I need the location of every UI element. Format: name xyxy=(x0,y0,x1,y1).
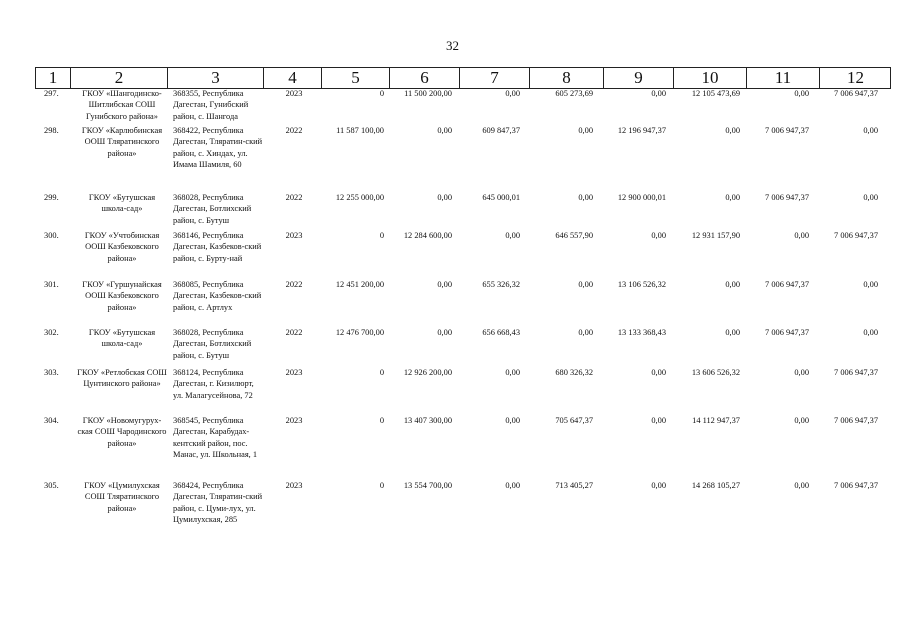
value-col-12: 7 006 947,37 xyxy=(834,368,878,377)
value-col-6: 12 284 600,00 xyxy=(403,231,452,240)
year: 2022 xyxy=(285,280,303,289)
value-col-9: 13 106 526,32 xyxy=(617,280,666,289)
year: 2022 xyxy=(285,193,303,202)
school-address: 368146, Республика Дагестан, Казбеков-ский район, с. Бурту-най xyxy=(173,231,262,263)
value-col-7: 0,00 xyxy=(505,416,520,425)
school-address: 368028, Республика Дагестан, Ботлихский район, с. Бутуш xyxy=(173,328,252,360)
value-col-11: 7 006 947,37 xyxy=(765,193,809,202)
school-address: 368085, Республика Дагестан, Казбеков-ский район, с. Артлух xyxy=(173,280,262,312)
column-header-11: 11 xyxy=(746,68,819,88)
row-number: 297. xyxy=(44,89,59,98)
value-col-12: 0,00 xyxy=(863,193,878,202)
value-col-8: 680 326,32 xyxy=(555,368,593,377)
value-col-9: 13 133 368,43 xyxy=(617,328,666,337)
value-col-12: 7 006 947,37 xyxy=(834,89,878,98)
row-number: 305. xyxy=(44,481,59,490)
value-col-12: 7 006 947,37 xyxy=(834,231,878,240)
column-header-9: 9 xyxy=(603,68,673,88)
value-col-11: 0,00 xyxy=(794,89,809,98)
value-col-9: 0,00 xyxy=(651,416,666,425)
value-col-5: 11 587 100,00 xyxy=(336,126,384,135)
value-col-8: 713 405,27 xyxy=(555,481,593,490)
year: 2023 xyxy=(285,481,303,490)
column-header-8: 8 xyxy=(529,68,603,88)
value-col-8: 0,00 xyxy=(578,193,593,202)
value-col-11: 7 006 947,37 xyxy=(765,328,809,337)
value-col-7: 656 668,43 xyxy=(482,328,520,337)
page-number: 32 xyxy=(446,38,459,53)
value-col-9: 12 196 947,37 xyxy=(617,126,666,135)
value-col-12: 0,00 xyxy=(863,328,878,337)
column-header-5: 5 xyxy=(321,68,389,88)
value-col-7: 655 326,32 xyxy=(482,280,520,289)
row-number: 301. xyxy=(44,280,59,289)
value-col-12: 7 006 947,37 xyxy=(834,481,878,490)
value-col-9: 0,00 xyxy=(651,89,666,98)
value-col-11: 0,00 xyxy=(794,368,809,377)
value-col-9: 0,00 xyxy=(651,368,666,377)
value-col-6: 0,00 xyxy=(437,193,452,202)
column-header-12: 12 xyxy=(819,68,891,88)
school-name: ГКОУ «Бутушская школа-сад» xyxy=(88,193,156,214)
value-col-8: 0,00 xyxy=(578,328,593,337)
value-col-10: 14 268 105,27 xyxy=(691,481,740,490)
school-address: 368124, Республика Дагестан, г. Кизилюрт, ул. Малагусейнова, 72 xyxy=(173,368,254,400)
value-col-7: 609 847,37 xyxy=(482,126,520,135)
value-col-6: 12 926 200,00 xyxy=(403,368,452,377)
row-number: 299. xyxy=(44,193,59,202)
value-col-6: 0,00 xyxy=(437,280,452,289)
value-col-6: 11 500 200,00 xyxy=(404,89,452,98)
value-col-5: 12 451 200,00 xyxy=(335,280,384,289)
value-col-8: 0,00 xyxy=(578,126,593,135)
school-address: 368422, Республика Дагестан, Тляратин-ский район, с. Хиндах, ул. Имама Шамиля, 60 xyxy=(173,126,263,169)
value-col-7: 0,00 xyxy=(505,481,520,490)
school-name: ГКОУ «Шангодинско-Шитлибская СОШ Гунибского района» xyxy=(82,89,162,121)
value-col-5: 0 xyxy=(379,481,384,490)
value-col-9: 0,00 xyxy=(651,481,666,490)
column-header-7: 7 xyxy=(459,68,529,88)
column-header-4: 4 xyxy=(263,68,321,88)
year: 2022 xyxy=(285,126,303,135)
school-address: 368424, Республика Дагестан, Тляратин-ский район, с. Цуми-лух, ул. Цумилухская, 285 xyxy=(173,481,263,524)
value-col-10: 0,00 xyxy=(725,126,740,135)
value-col-6: 0,00 xyxy=(437,328,452,337)
value-col-7: 0,00 xyxy=(505,368,520,377)
value-col-12: 0,00 xyxy=(863,280,878,289)
value-col-7: 645 000,01 xyxy=(482,193,520,202)
school-name: ГКОУ «Ретлобская СОШ Цунтинского района» xyxy=(77,368,167,389)
school-name: ГКОУ «Цумилухская СОШ Тляратинского района» xyxy=(84,481,160,513)
year: 2023 xyxy=(285,416,303,425)
value-col-9: 0,00 xyxy=(651,231,666,240)
row-number: 304. xyxy=(44,416,59,425)
value-col-10: 14 112 947,37 xyxy=(692,416,740,425)
school-name: ГКОУ «Карлюбинская ООШ Тляратинского района» xyxy=(81,126,163,158)
value-col-5: 12 255 000,00 xyxy=(335,193,384,202)
value-col-10: 12 931 157,90 xyxy=(691,231,740,240)
school-address: 368355, Республика Дагестан, Гунибский район, с. Шангода xyxy=(173,89,249,121)
year: 2022 xyxy=(285,328,303,337)
column-header-2: 2 xyxy=(70,68,167,88)
value-col-11: 0,00 xyxy=(794,231,809,240)
row-number: 303. xyxy=(44,368,59,377)
value-col-10: 0,00 xyxy=(725,193,740,202)
value-col-8: 605 273,69 xyxy=(555,89,593,98)
value-col-7: 0,00 xyxy=(505,89,520,98)
value-col-5: 0 xyxy=(379,416,384,425)
school-name: ГКОУ «Бутушская школа-сад» xyxy=(88,328,156,349)
row-number: 300. xyxy=(44,231,59,240)
year: 2023 xyxy=(285,231,303,240)
value-col-11: 7 006 947,37 xyxy=(765,126,809,135)
value-col-12: 0,00 xyxy=(863,126,878,135)
school-address: 368545, Республика Дагестан, Карабудах-кентский район, пос. Манас, ул. Школьная, 1 xyxy=(173,416,258,459)
value-col-10: 0,00 xyxy=(725,328,740,337)
value-col-6: 13 407 300,00 xyxy=(403,416,452,425)
school-address: 368028, Республика Дагестан, Ботлихский район, с. Бутуш xyxy=(173,193,252,225)
value-col-11: 7 006 947,37 xyxy=(765,280,809,289)
school-name: ГКОУ «Гуршунайская ООШ Казбековского района» xyxy=(82,280,162,312)
row-number: 302. xyxy=(44,328,59,337)
value-col-5: 12 476 700,00 xyxy=(335,328,384,337)
value-col-11: 0,00 xyxy=(794,416,809,425)
year: 2023 xyxy=(285,368,303,377)
value-col-5: 0 xyxy=(379,231,384,240)
value-col-8: 705 647,37 xyxy=(555,416,593,425)
column-header-6: 6 xyxy=(389,68,459,88)
value-col-10: 13 606 526,32 xyxy=(691,368,740,377)
value-col-5: 0 xyxy=(379,89,384,98)
value-col-11: 0,00 xyxy=(794,481,809,490)
value-col-6: 0,00 xyxy=(437,126,452,135)
value-col-9: 12 900 000,01 xyxy=(617,193,666,202)
column-header-10: 10 xyxy=(673,68,746,88)
school-name: ГКОУ «Учтобинская ООШ Казбековского района» xyxy=(84,231,160,263)
value-col-6: 13 554 700,00 xyxy=(403,481,452,490)
school-name: ГКОУ «Новомугурух-ская СОШ Чародинского района» xyxy=(77,416,167,448)
value-col-8: 646 557,90 xyxy=(555,231,593,240)
row-number: 298. xyxy=(44,126,59,135)
value-col-10: 12 105 473,69 xyxy=(691,89,740,98)
year: 2023 xyxy=(285,89,303,98)
value-col-7: 0,00 xyxy=(505,231,520,240)
value-col-5: 0 xyxy=(379,368,384,377)
value-col-12: 7 006 947,37 xyxy=(834,416,878,425)
value-col-8: 0,00 xyxy=(578,280,593,289)
column-header-3: 3 xyxy=(167,68,263,88)
column-header-1: 1 xyxy=(35,68,70,88)
value-col-10: 0,00 xyxy=(725,280,740,289)
